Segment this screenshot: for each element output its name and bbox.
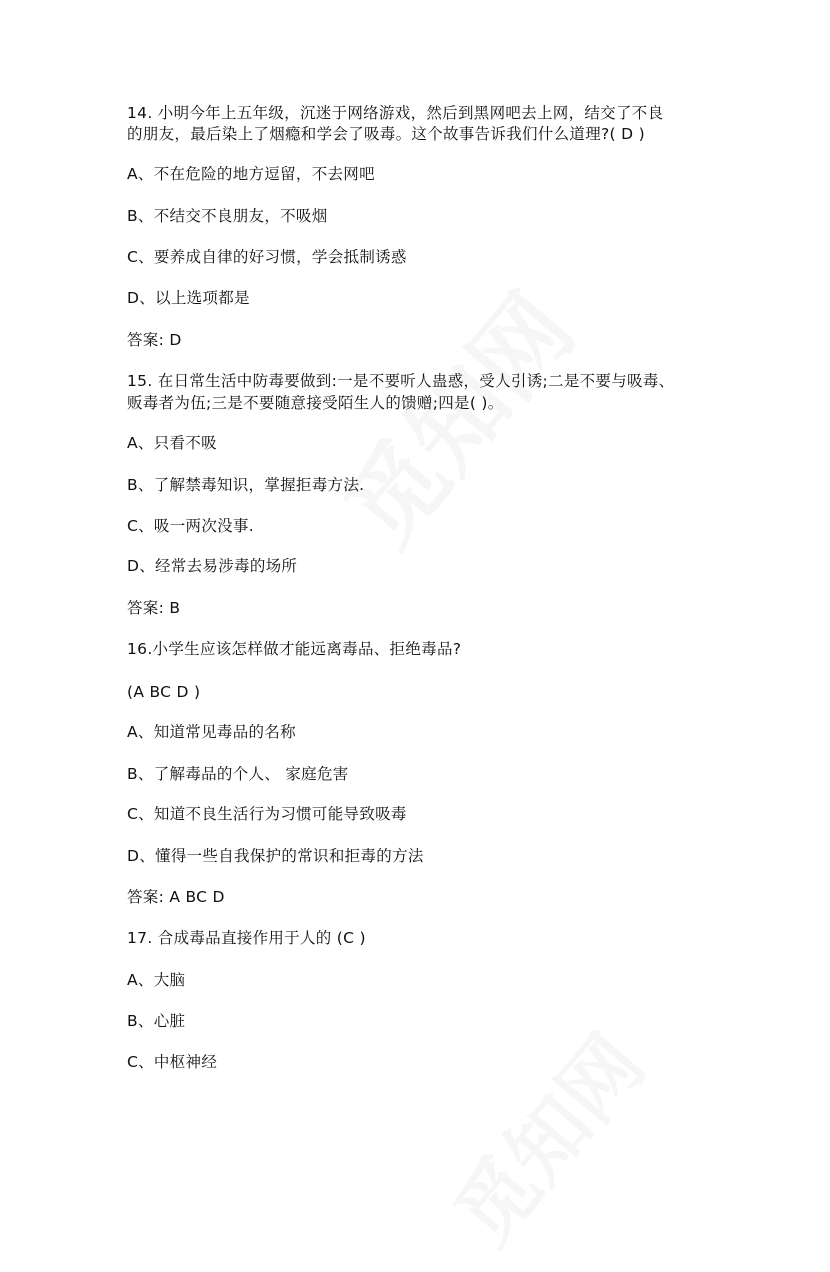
question-15-text-line-2: 贩毒者为伍;三是不要随意接受陌生人的馈赠;四是( )。 [127,394,504,412]
question-16-text: 16.小学生应该怎样做才能远离毒品、拒绝毒品? [127,640,462,658]
question-16-option-a: A、知道常见毒品的名称 [127,723,296,741]
watermark-bottom [428,1008,672,1271]
question-14-option-c: C、要养成自律的好习惯，学会抵制诱惑 [127,248,407,266]
question-16-answer-hint: (A BC D ) [127,683,201,701]
question-14-option-b: B、不结交不良朋友，不吸烟 [127,207,328,225]
question-15-option-c: C、吸一两次没事. [127,517,254,535]
question-16-option-d: D、懂得一些自我保护的常识和拒毒的方法 [127,847,424,865]
question-14-text-line-2: 的朋友，最后染上了烟瘾和学会了吸毒。这个故事告诉我们什么道理?( D ) [127,125,645,143]
question-14-answer: 答案: D [127,331,182,349]
question-16-option-b: B、了解毒品的个人、 家庭危害 [127,765,349,783]
question-14-option-d: D、以上选项都是 [127,289,250,307]
question-14-text-line-1: 14. 小明今年上五年级，沉迷于网络游戏，然后到黑网吧去上网，结交了不良 [127,104,664,122]
question-16-option-c: C、知道不良生活行为习惯可能导致吸毒 [127,805,407,823]
question-15-text-line-1: 15. 在日常生活中防毒要做到:一是不要听人蛊惑，受人引诱;二是不要与吸毒、 [127,372,675,390]
question-17-option-b: B、心脏 [127,1012,186,1030]
question-17-text: 17. 合成毒品直接作用于人的 (C ) [127,929,366,947]
question-15-option-b: B、了解禁毒知识，掌握拒毒方法. [127,476,365,494]
question-16-answer: 答案: A BC D [127,888,225,906]
question-15-option-d: D、经常去易涉毒的场所 [127,557,298,575]
question-15-answer: 答案: B [127,599,181,617]
question-17-option-c: C、中枢神经 [127,1053,218,1071]
question-14-option-a: A、不在危险的地方逗留，不去网吧 [127,165,375,183]
question-15-option-a: A、只看不吸 [127,434,217,452]
question-17-option-a: A、大脑 [127,971,186,989]
